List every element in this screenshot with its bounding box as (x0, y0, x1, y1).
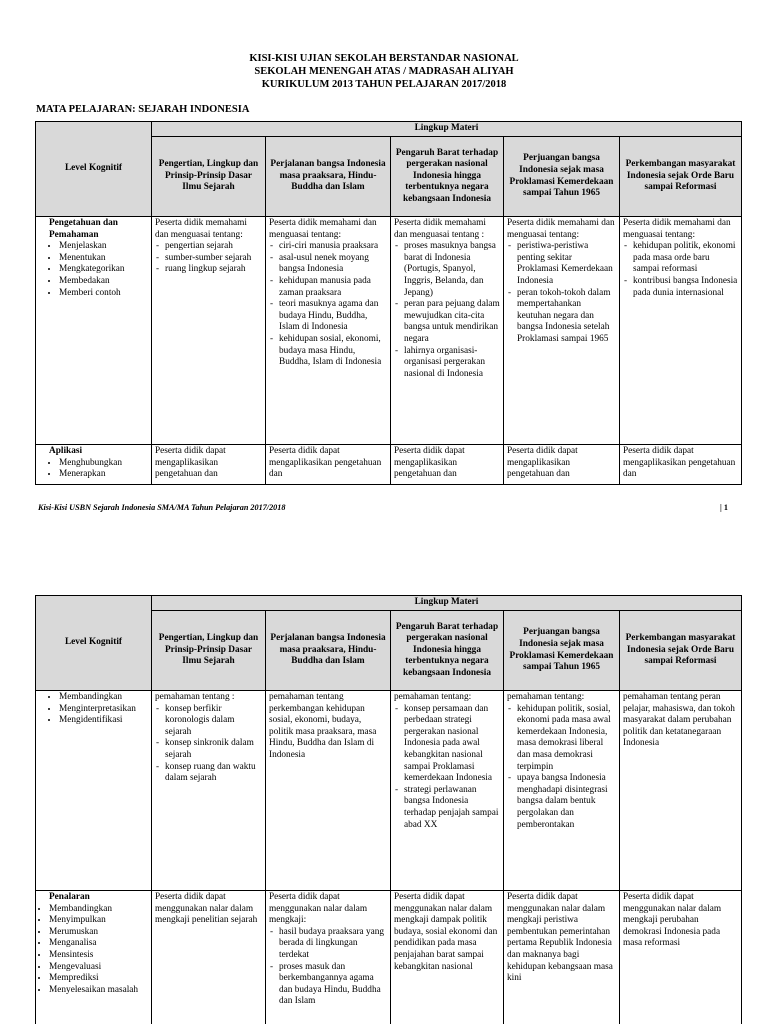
list-item: • Mengkategorikan (59, 264, 148, 276)
level-pengetahuan (36, 217, 152, 445)
list-item: • Menerapkan (59, 469, 148, 481)
list-item: - lahirnya organisasi-organisasi pergerakan nasional di Indonesia (404, 346, 500, 381)
kisi-table-page-1 (35, 121, 742, 485)
header-col-4: Perjuangan bangsa Indonesia sejak masa Proklamasi Kemerdekaan sampai Tahun 1965 (504, 137, 620, 217)
header-col-2: Perjalanan bangsa Indonesia masa praaksara, Hindu-Buddha dan Islam (266, 611, 391, 691)
cell-aplikasi-col-5: pemahaman tentang peran pelajar, mahasiswa, dan tokoh masyarakat dalam perubahan politik dan ketatanegaraan Indonesia (620, 691, 742, 891)
header-col-1: Pengertian, Lingkup dan Prinsip-Prinsip Dasar Ilmu Sejarah (152, 137, 266, 217)
header-col-3: Pengaruh Barat terhadap pergerakan nasional Indonesia hingga terbentuknya negara kebangsaan Indonesia (391, 137, 504, 217)
page-footer (38, 503, 728, 512)
list-item: • Membandingkan (49, 904, 148, 916)
header-col-5: Perkembangan masyarakat Indonesia sejak Orde Baru sampai Reformasi (620, 611, 742, 691)
level-penalaran (36, 891, 152, 1024)
cell-intro: Peserta didik memahami dan menguasai tentang: (269, 218, 377, 240)
level-title: Pengetahuan dan Pemahaman (49, 218, 118, 240)
cell-aplikasi-col-3 (391, 691, 504, 891)
list-item: • Merumuskan (49, 927, 148, 939)
list-item: - asal-usul nenek moyang bangsa Indonesia (279, 253, 387, 276)
header-col-2: Perjalanan bangsa Indonesia masa praaksara, Hindu-Buddha dan Islam (266, 137, 391, 217)
level-title: Penalaran (49, 892, 90, 902)
level-aplikasi-cont (36, 691, 152, 891)
cell-aplikasi-col-5: Peserta didik dapat mengaplikasikan pengetahuan dan (620, 445, 742, 485)
list-item: - strategi perlawanan bangsa Indonesia terhadap penjajah sampai abad XX (404, 785, 500, 831)
cell-intro: Peserta didik memahami dan menguasai tentang: (507, 218, 615, 240)
header-col-5: Perkembangan masyarakat Indonesia sejak Orde Baru sampai Reformasi (620, 137, 742, 217)
cell-pengetahuan-col-2 (266, 217, 391, 445)
list-item: • Mengidentifikasi (59, 715, 148, 727)
list-item: - peran para pejuang dalam mewujudkan cita-cita bangsa untuk mendirikan negara (404, 299, 500, 345)
cell-aplikasi-col-4 (504, 691, 620, 891)
list-item: - kehidupan politik, sosial, ekonomi pada masa awal kemerdekaan Indonesia, masa demokrasi liberal dan masa demokrasi terpimpin (517, 704, 616, 774)
level-title: Aplikasi (49, 446, 83, 456)
list-item: - kehidupan manusia pada zaman praaksara (279, 276, 387, 299)
list-item: - ciri-ciri manusia praaksara (279, 241, 387, 253)
list-item: • Menjelaskan (59, 241, 148, 253)
list-item: - peran tokoh-tokoh dalam mempertahankan keutuhan negara dan bangsa Indonesia setelah Proklamasi sampai 1965 (517, 288, 616, 346)
cell-aplikasi-col-3: Peserta didik dapat mengaplikasikan pengetahuan dan (391, 445, 504, 485)
list-item: • Menyelesaikan masalah (49, 985, 148, 997)
header-lingkup-materi: Lingkup Materi (152, 122, 742, 137)
list-item: - pengertian sejarah (165, 241, 262, 253)
list-item: • Menganalisa (49, 938, 148, 950)
header-lingkup-materi: Lingkup Materi (152, 596, 742, 611)
title-line-1: KISI-KISI UJIAN SEKOLAH BERSTANDAR NASIONAL (249, 53, 519, 64)
cell-intro: Peserta didik dapat menggunakan nalar dalam mengkaji: (269, 892, 368, 926)
list-item: • Menentukan (59, 253, 148, 265)
cell-penalaran-col-2 (266, 891, 391, 1024)
header-col-1: Pengertian, Lingkup dan Prinsip-Prinsip Dasar Ilmu Sejarah (152, 611, 266, 691)
cell-aplikasi-col-4: Peserta didik dapat mengaplikasikan pengetahuan dan (504, 445, 620, 485)
cell-pengetahuan-col-4 (504, 217, 620, 445)
cell-intro: Peserta didik memahami dan menguasai tentang : (394, 218, 486, 240)
header-col-3: Pengaruh Barat terhadap pergerakan nasional Indonesia hingga terbentuknya negara kebangsaan Indonesia (391, 611, 504, 691)
list-item: - proses masuknya bangsa barat di Indonesia (Portugis, Spanyol, Inggris, Belanda, dan Jepang) (404, 241, 500, 299)
list-item: - konsep persamaan dan perbedaan strategi pergerakan nasional Indonesia pada awal kebangkitan nasional sampai Proklamasi kemerdekaan Indonesia (404, 704, 500, 785)
title-line-2: SEKOLAH MENENGAH ATAS / MADRASAH ALIYAH (254, 66, 514, 77)
list-item: • Menghubungkan (59, 458, 148, 470)
cell-pengetahuan-col-1 (152, 217, 266, 445)
cell-penalaran-col-4: Peserta didik dapat menggunakan nalar dalam mengkaji peristiwa pembentukan pemerintahan pertama Republik Indonesia dan maknanya bagi kehidupan kebangsaan masa kini (504, 891, 620, 1024)
list-item: - konsep sinkronik dalam sejarah (165, 738, 262, 761)
cell-pengetahuan-col-5 (620, 217, 742, 445)
cell-intro: Peserta didik memahami dan menguasai tentang: (623, 218, 731, 240)
list-item: • Memberi contoh (59, 288, 148, 300)
list-item: - ruang lingkup sejarah (165, 264, 262, 276)
list-item: - hasil budaya praaksara yang berada di lingkungan terdekat (279, 927, 387, 962)
list-item: • Membedakan (59, 276, 148, 288)
header-col-4: Perjuangan bangsa Indonesia sejak masa Proklamasi Kemerdekaan sampai Tahun 1965 (504, 611, 620, 691)
list-item: • Memprediksi (49, 973, 148, 985)
header-level-kognitif: Level Kognitif (36, 596, 152, 691)
kisi-table-page-2 (35, 595, 742, 1024)
list-item: - teori masuknya agama dan budaya Hindu, Buddha, Islam di Indonesia (279, 299, 387, 334)
list-item: • Membandingkan (59, 692, 148, 704)
document-title (0, 52, 768, 91)
cell-pengetahuan-col-3 (391, 217, 504, 445)
list-item: - proses masuk dan berkembangannya agama dan budaya Hindu, Buddha dan Islam (279, 962, 387, 1008)
list-item: - kontribusi bangsa Indonesia pada dunia internasional (633, 276, 738, 299)
list-item: - peristiwa-peristiwa penting sekitar Proklamasi Kemerdekaan Indonesia (517, 241, 616, 287)
list-item: - konsep berfikir koronologis dalam sejarah (165, 704, 262, 739)
level-aplikasi (36, 445, 152, 485)
footer-text: Kisi-Kisi USBN Sejarah Indonesia SMA/MA Tahun Pelajaran 2017/2018 (38, 503, 286, 512)
title-line-3: KURIKULUM 2013 TAHUN PELAJARAN 2017/2018 (261, 79, 507, 90)
subject-label: MATA PELAJARAN: SEJARAH INDONESIA (36, 104, 250, 115)
cell-intro: Peserta didik memahami dan menguasai tentang: (155, 218, 247, 240)
list-item: • Menginterpretasikan (59, 704, 148, 716)
cell-intro: pemahaman tentang: (507, 692, 585, 702)
cell-intro: pemahaman tentang : (155, 692, 235, 702)
cell-aplikasi-col-1: Peserta didik dapat mengaplikasikan pengetahuan dan (152, 445, 266, 485)
page-number: | 1 (720, 503, 728, 512)
cell-penalaran-col-3: Peserta didik dapat menggunakan nalar dalam mengkaji dampak politik budaya, sosial ekonomi dan pendidikan pada masa penjajahan barat sampai kebangkitan nasional (391, 891, 504, 1024)
cell-aplikasi-col-2: pemahaman tentang perkembangan kehidupan sosial, ekonomi, budaya, politik masa praaksara, masa Hindu, Buddha dan Islam di Indonesia (266, 691, 391, 891)
list-item: - upaya bangsa Indonesia menghadapi disintegrasi bangsa dalam bentuk pergolakan dan pemberontakan (517, 773, 616, 831)
cell-intro: pemahaman tentang: (394, 692, 472, 702)
list-item: - kehidupan politik, ekonomi pada masa orde baru sampai reformasi (633, 241, 738, 276)
list-item: - konsep ruang dan waktu dalam sejarah (165, 762, 262, 785)
cell-aplikasi-col-2: Peserta didik dapat mengaplikasikan pengetahuan dan (266, 445, 391, 485)
list-item: • Mensintesis (49, 950, 148, 962)
list-item: - kehidupan sosial, ekonomi, budaya masa Hindu, Buddha, Islam di Indonesia (279, 334, 387, 369)
list-item: • Mengevaluasi (49, 962, 148, 974)
list-item: - sumber-sumber sejarah (165, 253, 262, 265)
page-gap (0, 530, 768, 570)
list-item: • Menyimpulkan (49, 915, 148, 927)
page-2 (0, 570, 768, 1024)
cell-penalaran-col-5: Peserta didik dapat menggunakan nalar dalam mengkaji perubahan demokrasi Indonesia pada masa reformasi (620, 891, 742, 1024)
cell-aplikasi-col-1 (152, 691, 266, 891)
header-level-kognitif: Level Kognitif (36, 122, 152, 217)
cell-penalaran-col-1: Peserta didik dapat menggunakan nalar dalam mengkaji penelitian sejarah (152, 891, 266, 1024)
